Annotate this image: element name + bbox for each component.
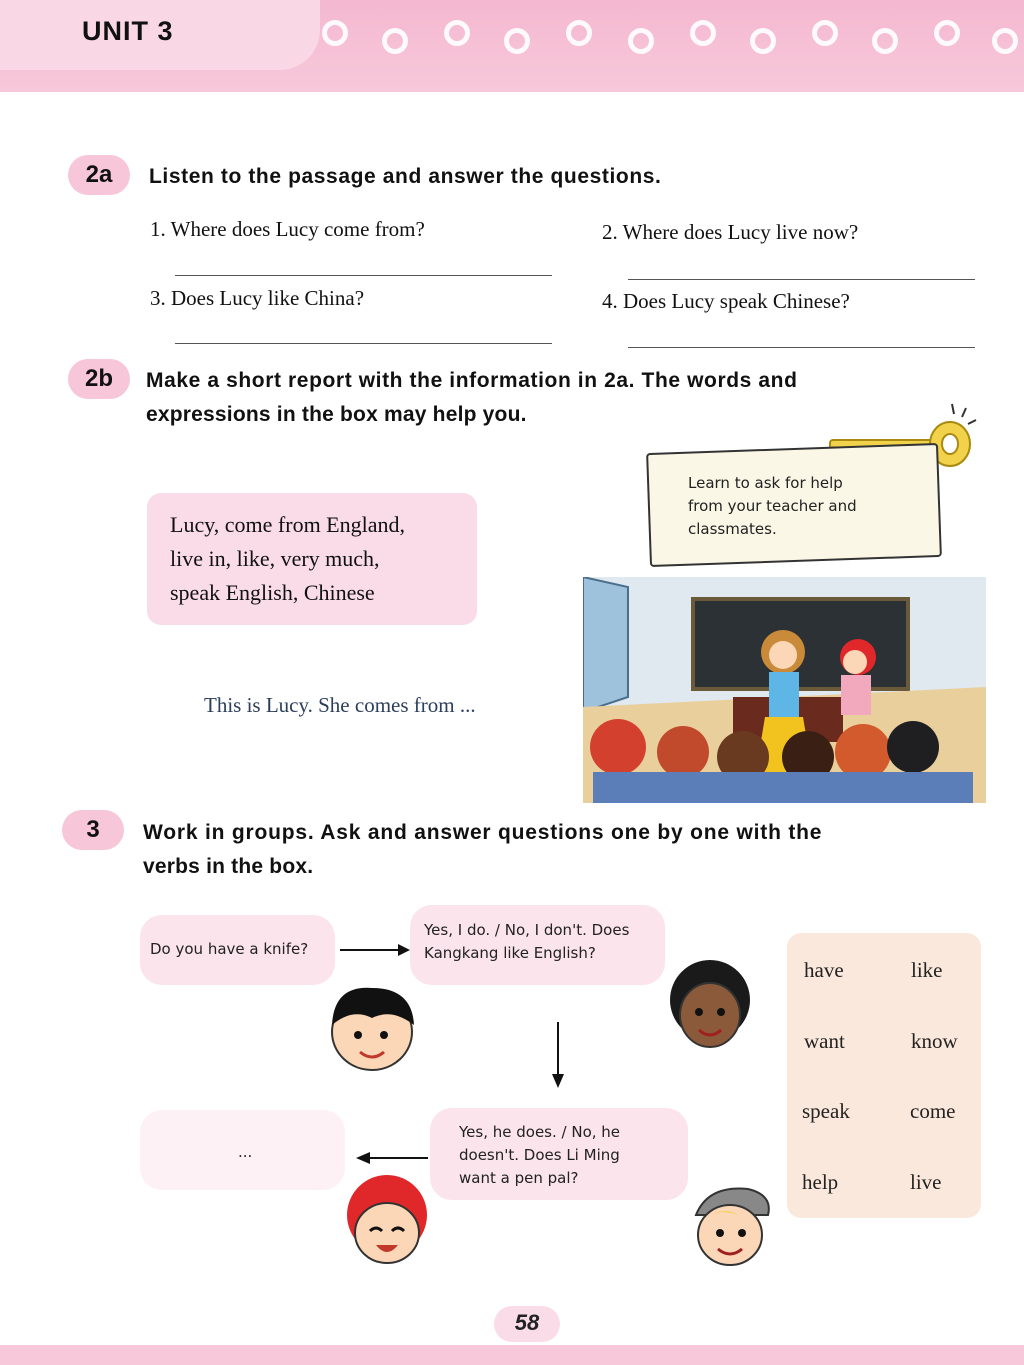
tip-line-2: from your teacher and bbox=[688, 497, 857, 515]
ring-decoration bbox=[382, 28, 408, 54]
answer-line-3[interactable] bbox=[175, 343, 552, 344]
footer-band bbox=[0, 1345, 1024, 1365]
verb-come: come bbox=[910, 1099, 956, 1123]
instruction-2b-line2: expressions in the box may help you. bbox=[146, 403, 527, 426]
word-box-line-3: speak English, Chinese bbox=[170, 580, 375, 605]
ring-decoration bbox=[812, 20, 838, 46]
bubble-2-line1: Yes, I do. / No, I don't. Does bbox=[424, 921, 630, 939]
word-box-line-2: live in, like, very much, bbox=[170, 546, 380, 571]
blonde-boy-face-icon bbox=[688, 1185, 778, 1270]
ring-decoration bbox=[566, 20, 592, 46]
ring-decoration bbox=[750, 28, 776, 54]
badge-2a: 2a bbox=[68, 155, 130, 195]
instruction-2a: Listen to the passage and answer the questions. bbox=[149, 165, 662, 188]
verb-live: live bbox=[910, 1170, 942, 1194]
bubble-3-line2: doesn't. Does Li Ming bbox=[459, 1146, 620, 1164]
verb-help: help bbox=[802, 1170, 839, 1194]
classroom-scene-icon bbox=[583, 577, 986, 803]
example-sentence: This is Lucy. She comes from ... bbox=[204, 693, 476, 717]
answer-line-2[interactable] bbox=[628, 279, 975, 280]
bubble-3-line1: Yes, he does. / No, he bbox=[459, 1123, 621, 1141]
verb-want: want bbox=[804, 1029, 845, 1053]
answer-line-1[interactable] bbox=[175, 275, 552, 276]
bubble-2-line2: Kangkang like English? bbox=[424, 944, 596, 962]
ring-decoration bbox=[504, 28, 530, 54]
ring-decoration bbox=[992, 28, 1018, 54]
arrow-down-icon bbox=[548, 1022, 568, 1088]
verb-know: know bbox=[911, 1029, 958, 1053]
badge-2b: 2b bbox=[68, 359, 130, 399]
page-number: 58 bbox=[514, 1310, 540, 1335]
question-4: 4. Does Lucy speak Chinese? bbox=[602, 289, 850, 313]
bubble-1-text: Do you have a knife? bbox=[150, 940, 309, 958]
question-2: 2. Where does Lucy live now? bbox=[602, 220, 859, 244]
unit-title: UNIT 3 bbox=[82, 16, 174, 46]
instruction-3-line2: verbs in the box. bbox=[143, 855, 314, 878]
tip-line-1: Learn to ask for help bbox=[688, 474, 843, 492]
arrow-left-icon bbox=[356, 1148, 428, 1168]
verb-speak: speak bbox=[802, 1099, 850, 1123]
ring-decoration bbox=[322, 20, 348, 46]
ring-decoration bbox=[690, 20, 716, 46]
ring-decoration bbox=[934, 20, 960, 46]
badge-3: 3 bbox=[62, 810, 124, 850]
question-1: 1. Where does Lucy come from? bbox=[150, 217, 425, 241]
answer-line-4[interactable] bbox=[628, 347, 975, 348]
verb-like: like bbox=[911, 958, 943, 982]
arrow-right-icon bbox=[340, 940, 410, 960]
ring-decoration bbox=[628, 28, 654, 54]
girl-face-icon bbox=[665, 960, 755, 1055]
bubble-4-text: ... bbox=[238, 1143, 253, 1161]
redhead-girl-face-icon bbox=[340, 1175, 435, 1270]
verb-have: have bbox=[804, 958, 844, 982]
instruction-2b-line1: Make a short report with the information in 2a. The words and bbox=[146, 369, 798, 392]
tip-line-3: classmates. bbox=[688, 520, 777, 538]
ring-decoration bbox=[444, 20, 470, 46]
word-box-line-1: Lucy, come from England, bbox=[170, 512, 405, 537]
boy-face-icon bbox=[322, 980, 422, 1075]
bubble-3-line3: want a pen pal? bbox=[459, 1169, 579, 1187]
classroom-illustration bbox=[583, 577, 986, 803]
instruction-3-line1: Work in groups. Ask and answer questions one by one with the bbox=[143, 821, 823, 844]
question-3: 3. Does Lucy like China? bbox=[150, 286, 365, 310]
ring-decoration bbox=[872, 28, 898, 54]
